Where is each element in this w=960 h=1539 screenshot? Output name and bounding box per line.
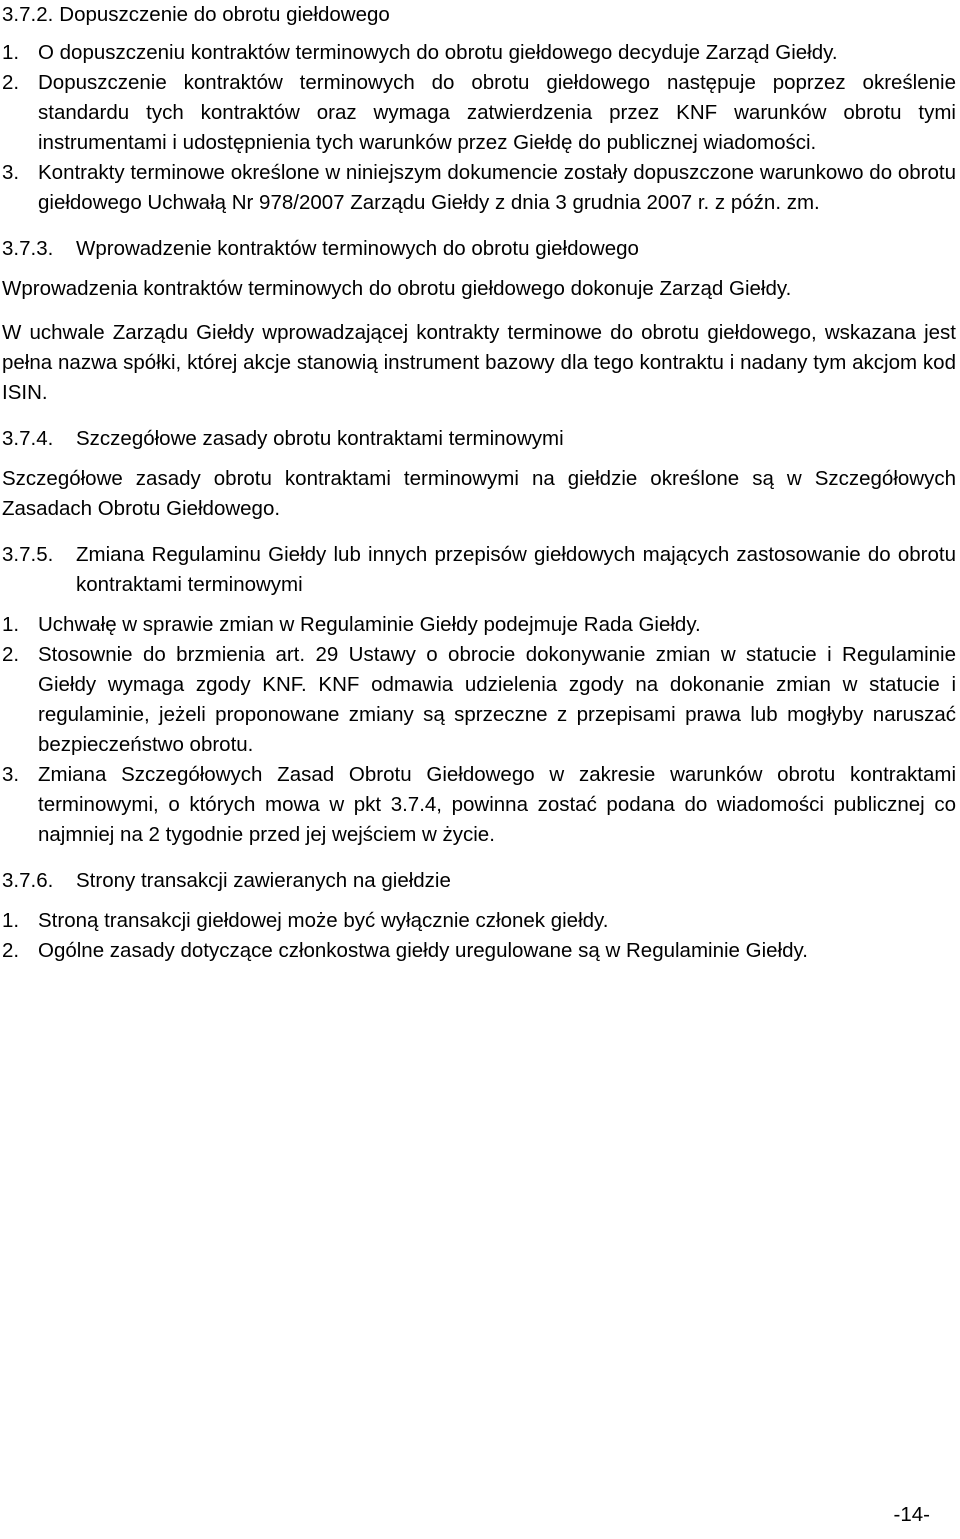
document-page [2, 0, 956, 966]
list-item [2, 906, 956, 936]
section-heading [2, 0, 956, 30]
section-number: 3.7.2. [2, 3, 54, 26]
list-text: Zmiana Szczegółowych Zasad Obrotu Giełdowego w zakresie warunków obrotu kontraktami terminowymi, o których mowa w pkt 3.7.4, powinna zostać podana do wiadomości publicznej co najmniej na 2 tygodnie przed jej wejściem w życie. [38, 763, 956, 846]
section-3-7-3 [2, 234, 956, 408]
list-item [2, 760, 956, 850]
list-number: 1. [2, 909, 20, 932]
section-heading [2, 866, 956, 896]
section-title: Zmiana Regulaminu Giełdy lub innych przepisów giełdowych mających zastosowanie do obrotu kontraktami terminowymi [76, 543, 956, 596]
paragraph: Wprowadzenia kontraktów terminowych do obrotu giełdowego dokonuje Zarząd Giełdy. [2, 277, 792, 300]
list-number: 1. [2, 41, 20, 64]
section-3-7-5 [2, 540, 956, 850]
list-number: 2. [2, 71, 20, 94]
list-number: 3. [2, 763, 20, 786]
section-heading [2, 424, 956, 454]
list-text: O dopuszczeniu kontraktów terminowych do obrotu giełdowego decyduje Zarząd Giełdy. [38, 41, 838, 64]
list-text: Stroną transakcji giełdowej może być wyłącznie członek giełdy. [38, 909, 609, 932]
paragraph: Szczegółowe zasady obrotu kontraktami terminowymi na giełdzie określone są w Szczegółowych Zasadach Obrotu Giełdowego. [2, 467, 956, 520]
list-item [2, 610, 956, 640]
list-number: 1. [2, 613, 20, 636]
section-3-7-2 [2, 0, 956, 218]
list-item [2, 158, 956, 218]
section-3-7-6 [2, 866, 956, 966]
section-title: Szczegółowe zasady obrotu kontraktami terminowymi [76, 427, 564, 450]
section-title: Wprowadzenie kontraktów terminowych do obrotu giełdowego [76, 237, 639, 260]
list-item [2, 38, 956, 68]
section-3-7-4 [2, 424, 956, 524]
page-number: -14- [893, 1503, 930, 1526]
section-number: 3.7.6. [2, 869, 54, 892]
section-title: Dopuszczenie do obrotu giełdowego [59, 3, 390, 26]
list-item [2, 640, 956, 760]
section-number: 3.7.5. [2, 543, 54, 566]
list-item [2, 68, 956, 158]
section-heading [2, 234, 956, 264]
list-text: Dopuszczenie kontraktów terminowych do obrotu giełdowego następuje poprzez określenie standardu tych kontraktów oraz wymaga zatwierdzenia przez KNF warunków obrotu tymi instrumentami i udostępnienia tych warunków przez Giełdę do publicznej wiadomości. [38, 71, 956, 154]
section-number: 3.7.3. [2, 237, 54, 260]
list-number: 2. [2, 643, 20, 666]
section-title: Strony transakcji zawieranych na giełdzie [76, 869, 451, 892]
list-item [2, 936, 956, 966]
list-number: 2. [2, 939, 20, 962]
list-number: 3. [2, 161, 20, 184]
section-number: 3.7.4. [2, 427, 54, 450]
list-text: Uchwałę w sprawie zmian w Regulaminie Giełdy podejmuje Rada Giełdy. [38, 613, 701, 636]
list-text: Ogólne zasady dotyczące członkostwa giełdy uregulowane są w Regulaminie Giełdy. [38, 939, 808, 962]
list-text: Kontrakty terminowe określone w niniejszym dokumencie zostały dopuszczone warunkowo do obrotu giełdowego Uchwałą Nr 978/2007 Zarządu Giełdy z dnia 3 grudnia 2007 r. z późn. zm. [38, 161, 956, 214]
list-text: Stosownie do brzmienia art. 29 Ustawy o obrocie dokonywanie zmian w statucie i Regulaminie Giełdy wymaga zgody KNF. KNF odmawia udzielenia zgody na dokonanie zmian w statucie i regulaminie, jeżeli proponowane zmiany są sprzeczne z przepisami prawa lub mogłyby naruszać bezpieczeństwo obrotu. [38, 643, 956, 756]
section-heading [2, 540, 956, 600]
paragraph: W uchwale Zarządu Giełdy wprowadzającej kontrakty terminowe do obrotu giełdowego, wskazana jest pełna nazwa spółki, której akcje stanowią instrument bazowy dla tego kontraktu i nadany tym akcjom kod ISIN. [2, 321, 956, 404]
